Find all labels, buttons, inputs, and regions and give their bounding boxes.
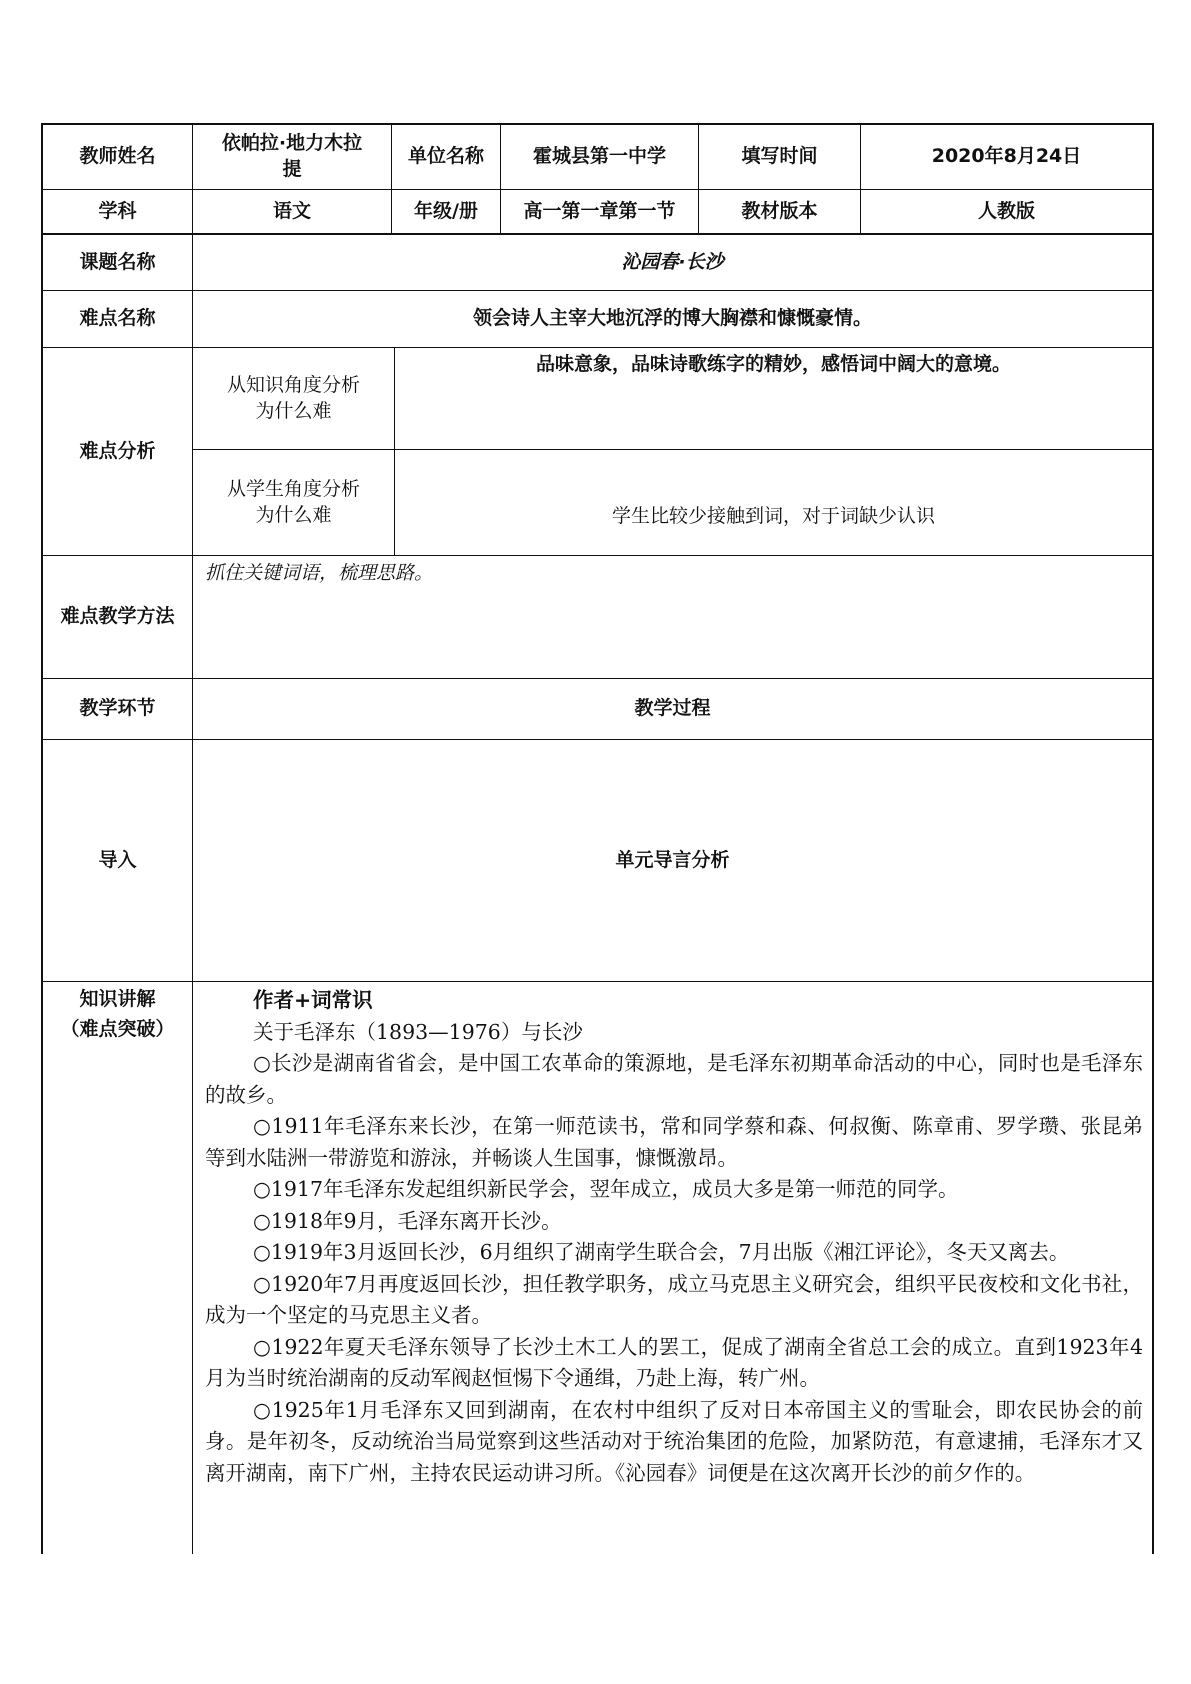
knowledge-section-label: 知识讲解 (79, 988, 156, 1011)
knowledge-section-sublabel: （难点突破） (60, 1018, 175, 1041)
knowledge-heading: 作者+词常识 (253, 988, 373, 1012)
intro-value: 单元导言分析 (615, 848, 730, 871)
knowledge-content (205, 985, 1143, 1489)
grade-value: 高一第一章第一节 (523, 199, 676, 222)
knowledge-angle-label: 从知识角度分析为什么难 (226, 373, 360, 422)
intro-label: 导入 (98, 848, 137, 871)
topic-label: 课题名称 (79, 250, 156, 273)
edition-value: 人教版 (977, 199, 1035, 222)
row-divider (41, 981, 1154, 982)
process-column-header: 教学过程 (634, 697, 711, 720)
knowledge-paragraph: ○长沙是湖南省省会，是中国工农革命的策源地，是毛泽东初期革命活动的中心，同时也是毛泽东的故乡。 (205, 1051, 1143, 1107)
fill-date-value: 2020年8月24日 (931, 145, 1082, 168)
subject-label: 学科 (98, 199, 137, 222)
unit-name-value: 霍城县第一中学 (532, 145, 666, 168)
knowledge-paragraph: ○1925年1月毛泽东又回到湖南，在农村中组织了反对日本帝国主义的雪耻会，即农民协会的前身。是年初冬，反动统治当局觉察到这些活动对于统治集团的危险，加紧防范，有意逮捕，毛泽东才又离开湖南，南下广州，主持农民运动讲习所。《沁园春》词便是在这次离开长沙的前夕作的。 (205, 1397, 1143, 1485)
analysis-label: 难点分析 (79, 439, 156, 462)
knowledge-paragraph: ○1917年毛泽东发起组织新民学会，翌年成立，成员大多是第一师范的同学。 (253, 1177, 959, 1201)
teacher-name-value: 依帕拉·地力木拉提 (221, 132, 363, 180)
method-label: 难点教学方法 (60, 605, 175, 628)
difficulty-label: 难点名称 (79, 307, 156, 330)
method-value: 抓住关键词语，梳理思路。 (205, 562, 434, 585)
student-angle-label: 从学生角度分析为什么难 (226, 477, 360, 526)
knowledge-paragraph: ○1922年夏天毛泽东领导了长沙土木工人的罢工，促成了湖南全省总工会的成立。直到1923年4月为当时统治湖南的反动军阀赵恒惕下令通缉，乃赴上海，转广州。 (205, 1334, 1143, 1390)
topic-title: 沁园春·长沙 (621, 250, 724, 273)
unit-name-label: 单位名称 (407, 145, 484, 168)
knowledge-paragraph: ○1918年9月，毛泽东离开长沙。 (253, 1208, 562, 1233)
knowledge-paragraph: 关于毛泽东（1893—1976）与长沙 (253, 1019, 583, 1044)
fill-date-label: 填写时间 (741, 145, 818, 168)
row-divider (41, 555, 1154, 556)
knowledge-paragraph: ○1920年7月再度返回长沙，担任教学职务，成立马克思主义研究会，组织平民夜校和文化书社，成为一个坚定的马克思主义者。 (205, 1271, 1143, 1327)
grade-label: 年级/册 (414, 199, 478, 222)
knowledge-paragraph: ○1919年3月返回长沙，6月组织了湖南学生联合会，7月出版《湘江评论》，冬天又离去。 (253, 1240, 1070, 1264)
edition-label: 教材版本 (741, 199, 818, 222)
student-angle-value: 学生比较少接触到词，对于词缺少认识 (611, 505, 935, 528)
subject-value: 语文 (272, 199, 311, 222)
table-border-right (1152, 123, 1154, 1554)
difficulty-value: 领会诗人主宰大地沉浮的博大胸襟和慷慨豪情。 (472, 307, 872, 330)
teacher-name-label: 教师姓名 (79, 145, 156, 168)
stage-column-header: 教学环节 (79, 697, 156, 720)
knowledge-angle-value: 品味意象，品味诗歌练字的精妙，感悟词中阔大的意境。 (535, 353, 1011, 376)
knowledge-paragraph: ○1911年毛泽东来长沙，在第一师范读书，常和同学蔡和森、何叔衡、陈章甫、罗学瓒、张昆弟等到水陆洲一带游览和游泳，并畅谈人生国事，慷慨激昂。 (205, 1114, 1143, 1170)
